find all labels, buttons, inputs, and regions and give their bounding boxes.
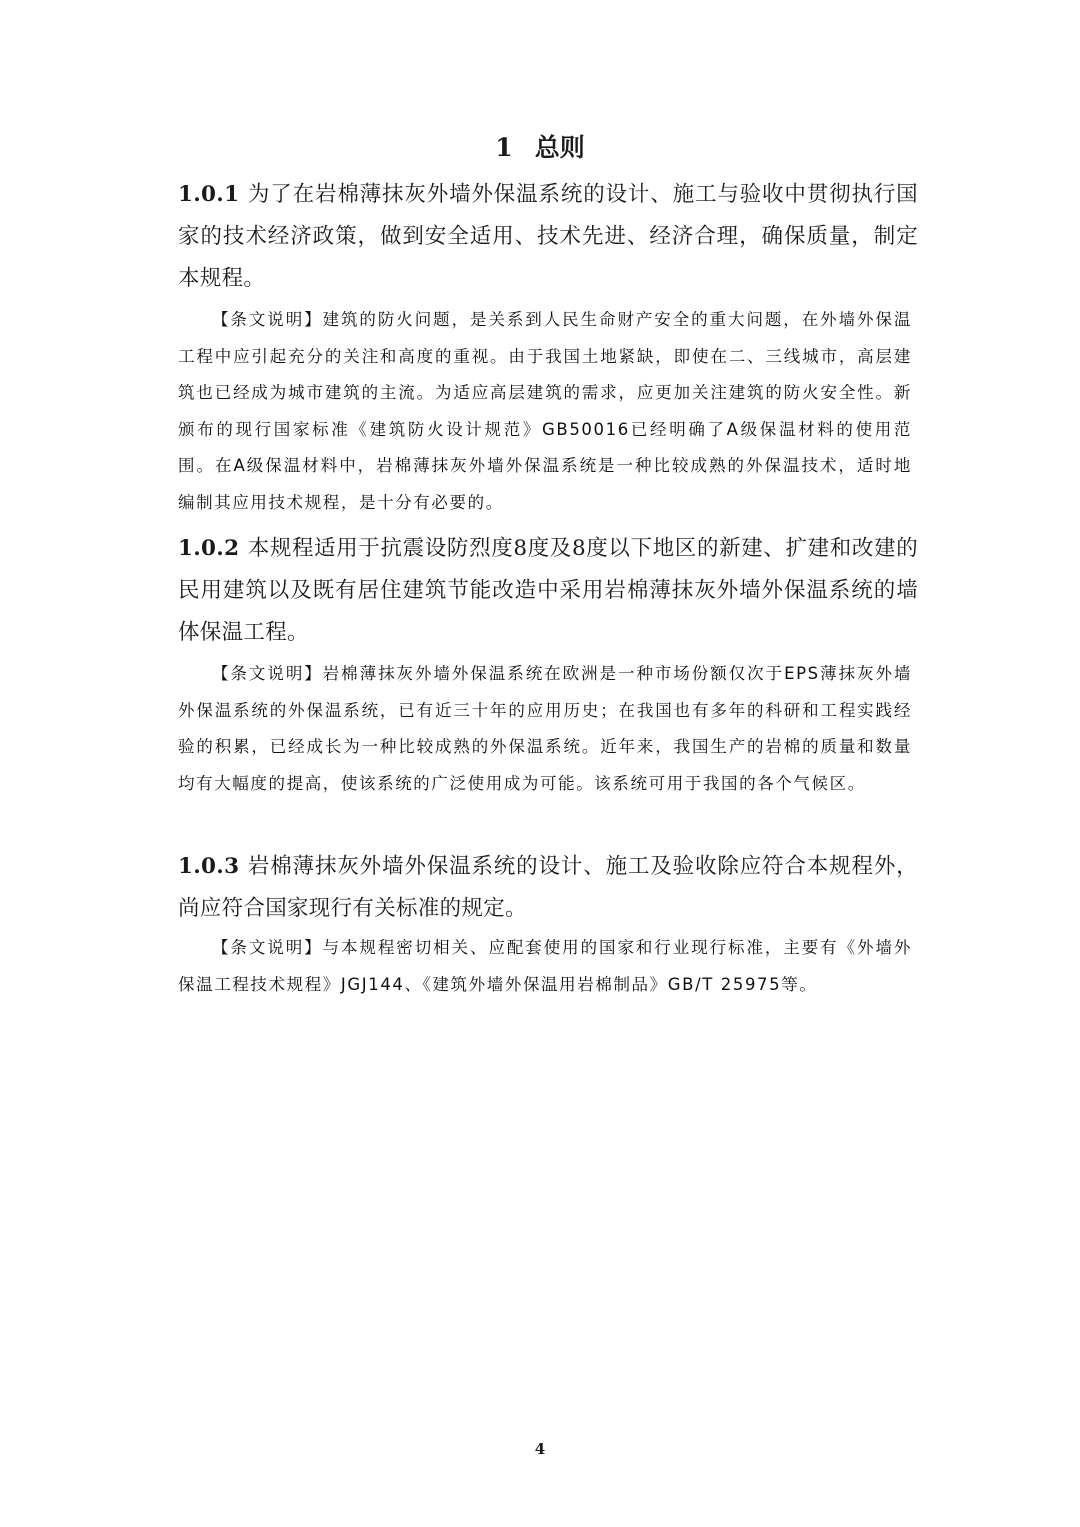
clause-1-0-3 xyxy=(178,846,918,930)
clause-id: 1.0.3 xyxy=(178,854,240,879)
chapter-title xyxy=(0,128,1080,168)
clause-text: 岩棉薄抹灰外墙外保温系统的设计、施工及验收除应符合本规程外，尚应符合国家现行有关标准的规定。 xyxy=(178,854,918,921)
clause-id: 1.0.1 xyxy=(178,182,240,207)
clause-text: 本规程适用于抗震设防烈度8度及8度以下地区的新建、扩建和改建的民用建筑以及既有居住建筑节能改造中采用岩棉薄抹灰外墙外保温系统的墙体保温工程。 xyxy=(178,536,918,645)
clause-note-1-0-1: 【条文说明】建筑的防火问题，是关系到人民生命财产安全的重大问题，在外墙外保温工程中应引起充分的关注和高度的重视。由于我国土地紧缺，即使在二、三线城市，高层建筑也已经成为城市建筑的主流。为适应高层建筑的需求，应更加关注建筑的防火安全性。新颁布的现行国家标准《建筑防火设计规范》GB50016已经明确了A级保温材料的使用范围。在A级保温材料中，岩棉薄抹灰外墙外保温系统是一种比较成熟的外保温技术，适时地编制其应用技术规程，是十分有必要的。 xyxy=(178,310,912,512)
clause-text: 为了在岩棉薄抹灰外墙外保温系统的设计、施工与验收中贯彻执行国家的技术经济政策，做到安全适用、技术先进、经济合理，确保质量，制定本规程。 xyxy=(178,182,918,291)
page-number: 4 xyxy=(534,1440,546,1458)
clause-note-1-0-2: 【条文说明】岩棉薄抹灰外墙外保温系统在欧洲是一种市场份额仅次于EPS薄抹灰外墙外保温系统的外保温系统，已有近三十年的应用历史；在我国也有多年的科研和工程实践经验的积累，已经成长为一种比较成熟的外保温系统。近年来，我国生产的岩棉的质量和数量均有大幅度的提高，使该系统的广泛使用成为可能。该系统可用于我国的各个气候区。 xyxy=(178,664,912,793)
clause-1-0-2 xyxy=(178,528,918,654)
chapter-title-text: 总则 xyxy=(534,133,585,162)
clause-id: 1.0.2 xyxy=(178,536,240,561)
chapter-number: 1 xyxy=(495,133,513,162)
clause-1-0-1 xyxy=(178,174,918,300)
clause-note-1-0-3: 【条文说明】与本规程密切相关、应配套使用的国家和行业现行标准，主要有《外墙外保温工程技术规程》JGJ144、《建筑外墙外保温用岩棉制品》GB/T 25975等。 xyxy=(178,938,912,994)
